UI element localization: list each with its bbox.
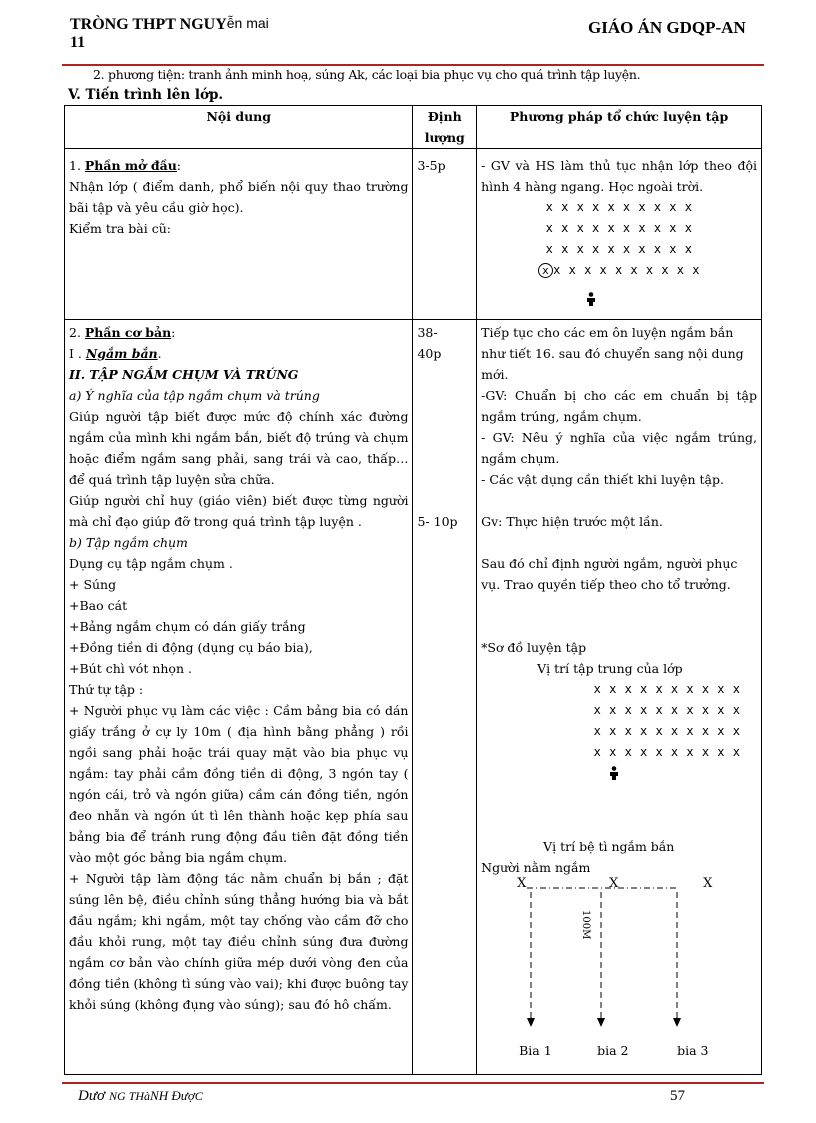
list-item: +Bảng ngắm chụm có dán giấy trắng <box>69 619 306 634</box>
distance-label: 100M <box>580 910 592 940</box>
formation-row: x x x x x x x x x x <box>545 200 693 214</box>
method-3: - GV: Nêu ý nghĩa của việc ngắm trúng, ngắm chụm. <box>481 430 757 466</box>
header-dose-line1: Định <box>427 109 462 124</box>
row1-method-text: - GV và HS làm thủ tục nhận lớp theo đội hình 4 hàng ngang. Học ngoài trời. <box>481 158 757 194</box>
table-header-row <box>65 106 762 149</box>
order-title: Thứ tự tập : <box>69 682 144 697</box>
formation-row: x x x x x x x x x x <box>593 745 741 759</box>
row1-heading: 1. Phần mở đầu: <box>69 158 181 173</box>
grade: 11 <box>70 34 86 51</box>
list-item: +Bút chì vót nhọn . <box>69 661 192 676</box>
b-intro: Dụng cụ tập ngắm chụm . <box>69 556 233 571</box>
diagram-title: *Sơ đồ luyện tập <box>481 640 587 655</box>
school-name-a: TRÒNG THPT NGUY <box>70 16 227 33</box>
formation-row: x x x x x x x x x x <box>545 242 693 256</box>
table-row <box>65 149 762 320</box>
a-title: a) Ý nghĩa của tập ngắm chụm và trúng <box>69 388 320 403</box>
table-row <box>65 320 762 1075</box>
author-name: Dươ NG THàNH ĐượC <box>78 1088 203 1104</box>
header-content: Nội dung <box>65 106 413 149</box>
materials-line: 2. phương tiện: tranh ảnh minh hoạ, súng Ak, các loại bia phục vụ cho quá trình tập luyện. <box>93 67 641 82</box>
method-2: -GV: Chuẩn bị cho các em chuẩn bị tập ngắm trúng, ngắm chụm. <box>481 388 757 424</box>
gather-title: Vị trí tập trung của lớp <box>537 661 683 676</box>
range-diagram <box>481 878 757 1058</box>
method-6: Sau đó chỉ định người ngắm, người phục vụ. Trao quyền tiếp theo cho tổ trưởng. <box>481 556 738 592</box>
order-step-2: + Người tập làm động tác nằm chuẩn bị bắn ; đặt súng lên bệ, điều chỉnh súng thẳng hướng bia và bắt đầu ngắm; khi ngắm, một tay chống vào cầm đỡ cho đầu khỏi rung, một tay điều chỉnh súng đưa đường ngắm cơ bản vào chính giữa mép dưới vòng đen của đồng tiền (không tì súng vào vai); khi được buông tay khỏi súng (không đụng vào súng); sau đó hô chấm. <box>69 871 409 1012</box>
teacher-mark: x <box>538 263 553 278</box>
school-name-b: ễn mai <box>226 15 269 31</box>
row1-dose: 3-5p <box>413 149 477 320</box>
range-lines <box>481 878 751 1038</box>
row2-dose <box>413 320 477 1075</box>
method-4: - Các vật dụng cần thiết khi luyện tập. <box>481 472 724 487</box>
formation-row: x x x x x x x x x x <box>593 724 741 738</box>
header-dose-line2: lượng <box>424 130 465 145</box>
formation-row: x x x x x x x x x x <box>593 682 741 696</box>
target-label: Bia 1 <box>519 1043 552 1058</box>
x-mark: X <box>703 876 713 891</box>
formation-row: x x x x x x x x x x x <box>481 260 757 281</box>
target-label: bia 3 <box>677 1043 709 1058</box>
subject-title: GIÁO ÁN GDQP-AN <box>588 18 746 37</box>
dose-demo: 5- 10p <box>417 514 458 529</box>
row2-method <box>477 320 762 1075</box>
lesson-table <box>64 105 762 1075</box>
row1-content <box>65 149 413 320</box>
method-1: Tiếp tục cho các em ôn luyện ngắm bắn như tiết 16. sau đó chuyển sang nội dung mới. <box>481 325 744 382</box>
rest-title: Vị trí bệ tì ngắm bắn <box>543 839 675 854</box>
x-mark: X <box>517 876 527 891</box>
person-icon <box>481 765 757 786</box>
page-number: 57 <box>670 1088 685 1104</box>
row1-text2: Kiểm tra bài cũ: <box>69 221 171 236</box>
order-step-1: + Người phục vụ làm các việc : Cầm bảng bia có dán giấy trắng ở cự ly 10m ( địa hình bằng phẳng ) rồi ngồi sang phải hoặc trái quay mặt vào bia phục vụ ngắm: tay phải cầm đồng tiền di động, 3 ngón tay ( ngón cái, trỏ và ngón giữa) cầm cán đồng tiền, ngón đeo nhẫn và ngón út tì lên thành hoặc kẹp phía sau bảng bia để tránh rung động đầu tiên đặt đồng tiền vào một góc bảng bia ngắm chụm. <box>69 703 409 865</box>
dose-main-a: 38- <box>417 325 438 340</box>
school-name <box>70 16 269 52</box>
section-v-title: V. Tiến trình lên lớp. <box>68 87 224 103</box>
row2-sub1: I . Ngắm bắn. <box>69 346 162 361</box>
list-item: +Bao cát <box>69 598 128 613</box>
row1-method <box>477 149 762 320</box>
footer-rule <box>62 1082 764 1084</box>
person-icon <box>425 291 757 312</box>
header-method: Phương pháp tổ chức luyện tập <box>477 106 762 149</box>
formation-row: x x x x x x x x x x <box>545 221 693 235</box>
row2-heading: 2. Phần cơ bản: <box>69 325 176 340</box>
a-text1: Giúp người tập biết được mức độ chính xác đường ngắm của mình khi ngắm bắn, biết độ trúng và chụm hoặc điểm ngắm sang phải, sang trái và cao, thấp… để quá trình tập luyện sửa chữa. <box>69 409 409 487</box>
a-text2: Giúp người chỉ huy (giáo viên) biết được từng người mà chỉ đạo giúp đỡ trong quá trình tập luyện . <box>69 493 409 529</box>
target-label: bia 2 <box>597 1043 629 1058</box>
x-mark: X <box>609 876 619 891</box>
list-item: +Đồng tiền di động (dụng cụ báo bia), <box>69 640 313 655</box>
list-item: + Súng <box>69 577 117 592</box>
dose-main-b: 40p <box>417 346 442 361</box>
b-title: b) Tập ngắm chụm <box>69 535 188 550</box>
row2-content <box>65 320 413 1075</box>
shooter-label: Người nằm ngắm <box>481 860 591 875</box>
row2-sub2: II. TẬP NGẮM CHỤM VÀ TRÚNG <box>69 367 299 382</box>
header-dose <box>413 106 477 149</box>
row1-text1: Nhận lớp ( điểm danh, phổ biến nội quy thao trường bãi tập và yêu cầu giờ học). <box>69 179 409 215</box>
header-rule <box>62 64 764 66</box>
method-5: Gv: Thực hiện trước một lần. <box>481 514 663 529</box>
formation-row: x x x x x x x x x x <box>593 703 741 717</box>
